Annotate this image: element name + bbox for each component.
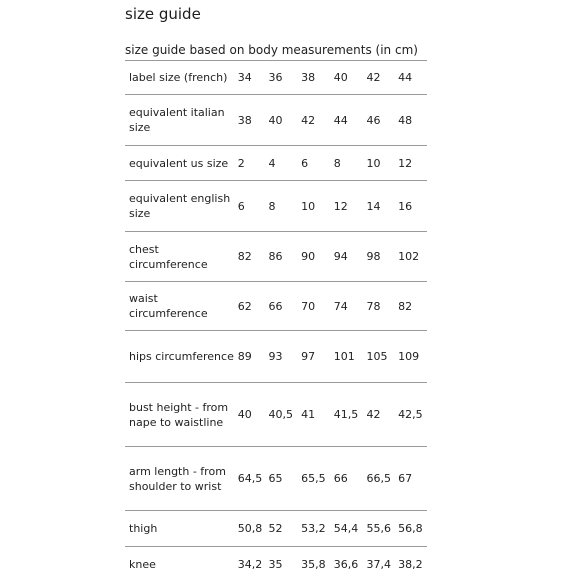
size-guide-table <box>125 60 427 583</box>
table-row <box>125 447 427 511</box>
size-value: 70 <box>301 299 316 313</box>
row-label: equivalent italian size <box>129 106 225 134</box>
size-value: 46 <box>366 113 381 127</box>
size-value: 66 <box>333 472 348 485</box>
row-label: arm length - from shoulder to wrist <box>129 464 226 493</box>
size-value: 90 <box>301 250 316 263</box>
size-value: 82 <box>237 250 252 263</box>
size-value: 14 <box>366 199 381 213</box>
size-value: 42 <box>366 408 381 421</box>
size-value: 105 <box>366 350 388 363</box>
size-value: 44 <box>398 71 413 84</box>
size-value: 53,2 <box>301 522 326 535</box>
size-value: 89 <box>237 350 252 363</box>
size-value: 35,8 <box>301 558 326 572</box>
size-value: 55,6 <box>366 522 391 535</box>
size-value: 93 <box>268 350 283 363</box>
size-value: 36,6 <box>333 558 359 572</box>
row-label: waist circumference <box>129 292 208 320</box>
row-label: equivalent english size <box>129 192 231 220</box>
row-label: chest circumference <box>129 242 208 271</box>
size-value: 82 <box>398 299 413 313</box>
size-value: 102 <box>398 250 420 263</box>
row-label: label size (french) <box>129 71 228 84</box>
size-value: 35 <box>268 558 283 572</box>
size-value: 34,2 <box>237 558 263 572</box>
size-value: 98 <box>366 250 381 263</box>
table-caption: size guide based on body measurements (in cm) <box>125 43 418 57</box>
size-value: 41 <box>301 408 316 421</box>
size-value: 10 <box>301 199 316 213</box>
table-row <box>125 146 427 181</box>
size-value: 66 <box>268 299 283 313</box>
row-label: knee <box>129 558 156 572</box>
size-value: 4 <box>268 156 276 170</box>
size-value: 38,2 <box>398 558 423 572</box>
size-value: 37,4 <box>366 558 391 572</box>
size-value: 48 <box>398 113 413 127</box>
size-value: 6 <box>301 156 309 170</box>
size-value: 50,8 <box>237 522 263 535</box>
size-value: 10 <box>366 156 381 170</box>
table-row <box>125 547 427 583</box>
size-value: 16 <box>398 199 413 213</box>
size-value: 38 <box>237 113 252 127</box>
table-row <box>125 331 427 383</box>
size-value: 101 <box>333 350 355 363</box>
size-value: 34 <box>237 71 252 84</box>
size-value: 2 <box>237 156 245 170</box>
size-value: 40 <box>333 71 348 84</box>
size-value: 40 <box>237 408 252 421</box>
size-value: 65 <box>268 472 283 485</box>
size-value: 6 <box>237 199 245 213</box>
size-value: 52 <box>268 522 283 535</box>
size-value: 41,5 <box>333 408 359 421</box>
size-value: 54,4 <box>333 522 359 535</box>
table-row <box>125 383 427 447</box>
row-label: thigh <box>129 522 158 535</box>
size-value: 42 <box>301 113 316 127</box>
size-value: 8 <box>333 156 341 170</box>
table-row <box>125 95 427 146</box>
table-row <box>125 61 427 95</box>
size-value: 94 <box>333 250 348 263</box>
size-value: 74 <box>333 299 348 313</box>
size-value: 40 <box>268 113 283 127</box>
size-value: 56,8 <box>398 522 423 535</box>
size-value: 86 <box>268 250 283 263</box>
size-value: 66,5 <box>366 472 391 485</box>
row-label: bust height - from nape to waistline <box>129 400 229 429</box>
table-row <box>125 181 427 232</box>
size-value: 12 <box>398 156 413 170</box>
size-value: 42 <box>366 71 381 84</box>
size-value: 36 <box>268 71 283 84</box>
size-value: 8 <box>268 199 276 213</box>
size-value: 64,5 <box>237 472 263 485</box>
table-row <box>125 511 427 547</box>
size-value: 97 <box>301 350 316 363</box>
size-value: 38 <box>301 71 316 84</box>
size-value: 40,5 <box>268 408 293 421</box>
table-row <box>125 232 427 282</box>
size-value: 109 <box>398 350 420 363</box>
page-title: size guide <box>125 5 201 23</box>
size-value: 42,5 <box>398 408 423 421</box>
size-value: 44 <box>333 113 348 127</box>
size-value: 62 <box>237 299 252 313</box>
size-value: 65,5 <box>301 472 326 485</box>
row-label: equivalent us size <box>129 156 229 170</box>
row-label: hips circumference <box>129 350 234 363</box>
size-value: 78 <box>366 299 381 313</box>
size-value: 12 <box>333 199 348 213</box>
table-row <box>125 282 427 331</box>
size-value: 67 <box>398 472 413 485</box>
